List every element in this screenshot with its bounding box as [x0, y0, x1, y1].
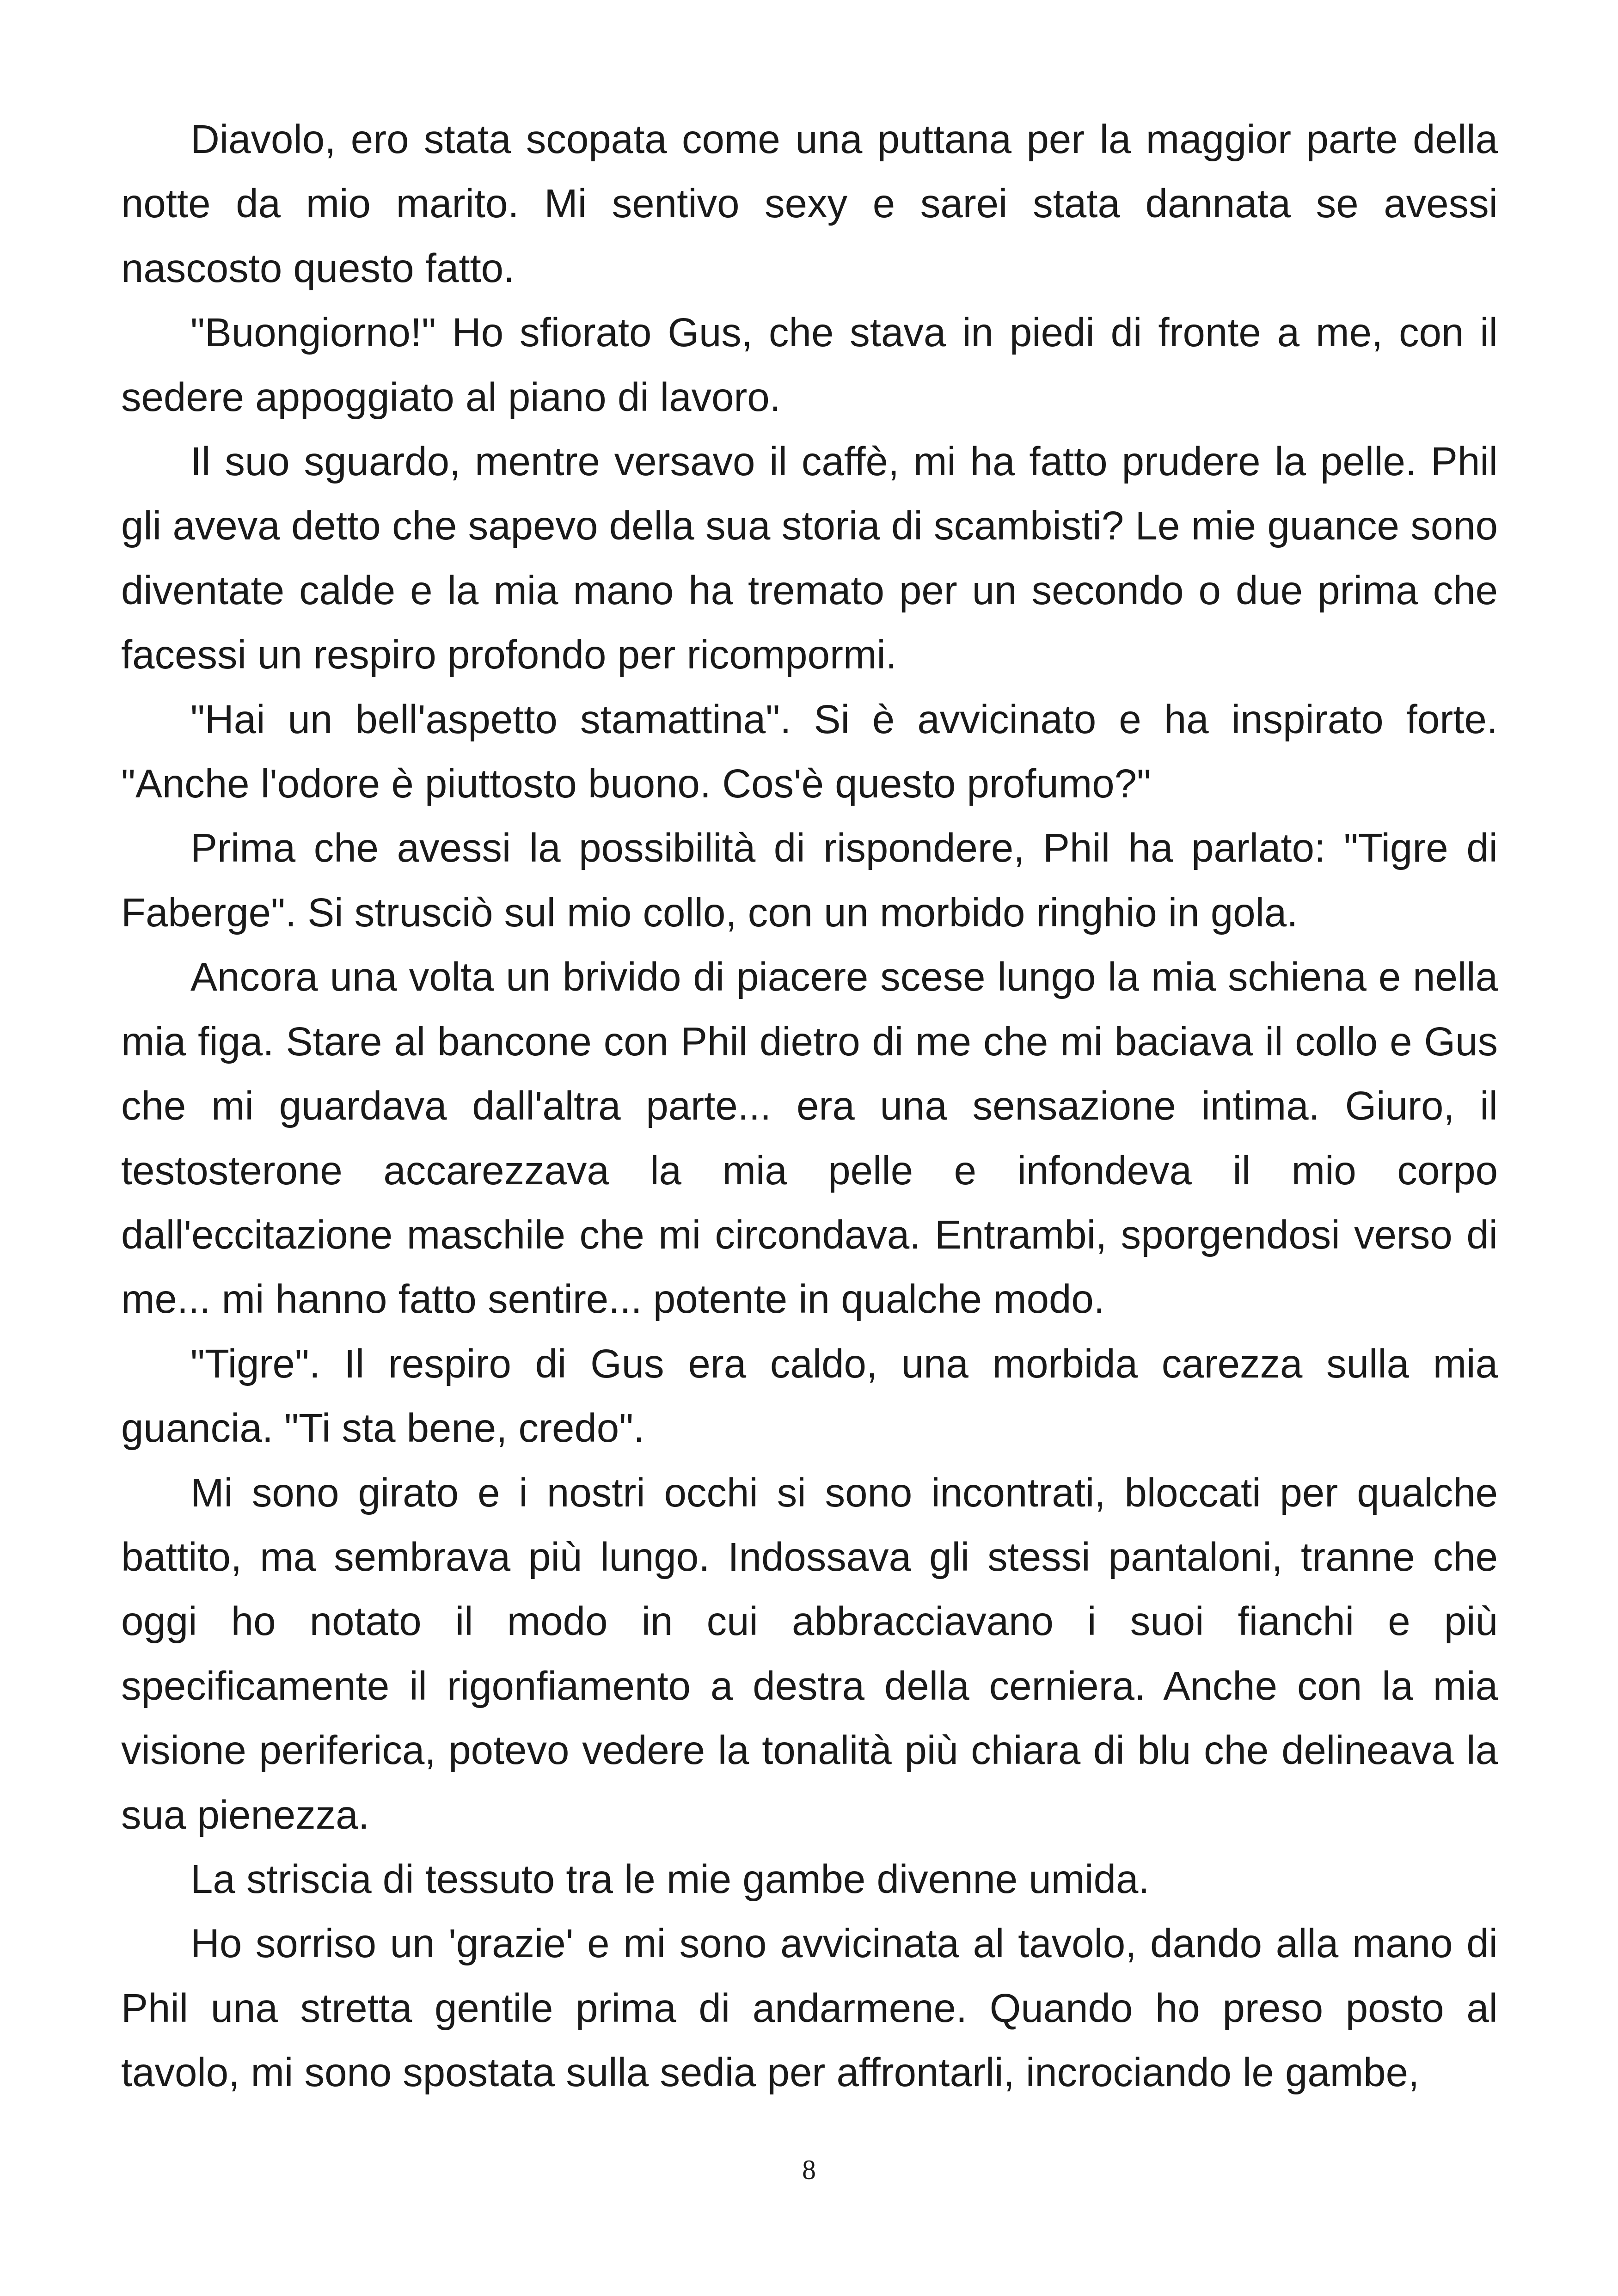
- paragraph: Mi sono girato e i nostri occhi si sono incontrati, bloccati per qualche battito, ma sembrava più lungo. Indossava gli stessi pantaloni, tranne che oggi ho notato il modo in cui abbracciavano i suoi fianchi e più specificamente il rigonfiamento a destra della cerniera. Anche con la mia visione periferica, potevo vedere la tonalità più chiara di blu che delineava la sua pienezza.: [121, 1470, 1498, 1837]
- paragraph: "Tigre". Il respiro di Gus era caldo, una morbida carezza sulla mia guancia. "Ti sta bene, credo".: [121, 1341, 1498, 1451]
- paragraph: Ho sorriso un 'grazie' e mi sono avvicinata al tavolo, dando alla mano di Phil una stretta gentile prima di andarmene. Quando ho preso posto al tavolo, mi sono spostata sulla sedia per affrontarli, incrociando le gambe,: [121, 1921, 1498, 2095]
- paragraph: La striscia di tessuto tra le mie gambe divenne umida.: [190, 1856, 1150, 1902]
- paragraph: Diavolo, ero stata scopata come una puttana per la maggior parte della notte da mio marito. Mi sentivo sexy e sarei stata dannata se avessi nascosto questo fatto.: [121, 117, 1498, 291]
- page-number: 8: [802, 2155, 816, 2185]
- paragraph: Ancora una volta un brivido di piacere scese lungo la mia schiena e nella mia figa. Stare al bancone con Phil dietro di me che mi baciava il collo e Gus che mi guardava dall'altra parte... era una sensazione intima. Giuro, il testosterone accarezzava la mia pelle e infondeva il mio corpo dall'eccitazione maschile che mi circondava. Entrambi, sporgendosi verso di me... mi hanno fatto sentire... potente in qualche modo.: [121, 955, 1498, 1322]
- paragraph: Prima che avessi la possibilità di rispondere, Phil ha parlato: "Tigre di Faberge". Si strusciò sul mio collo, con un morbido ringhio in gola.: [121, 826, 1498, 935]
- paragraph: "Buongiorno!" Ho sfiorato Gus, che stava in piedi di fronte a me, con il sedere appoggiato al piano di lavoro.: [121, 310, 1498, 420]
- paragraph: "Hai un bell'aspetto stamattina". Si è avvicinato e ha inspirato forte. "Anche l'odore è piuttosto buono. Cos'è questo profumo?": [121, 697, 1498, 807]
- paragraph: Il suo sguardo, mentre versavo il caffè, mi ha fatto prudere la pelle. Phil gli aveva detto che sapevo della sua storia di scambisti? Le mie guance sono diventate calde e la mia mano ha tremato per un secondo o due prima che facessi un respiro profondo per ricompormi.: [121, 439, 1498, 678]
- body-text: [121, 107, 1498, 2105]
